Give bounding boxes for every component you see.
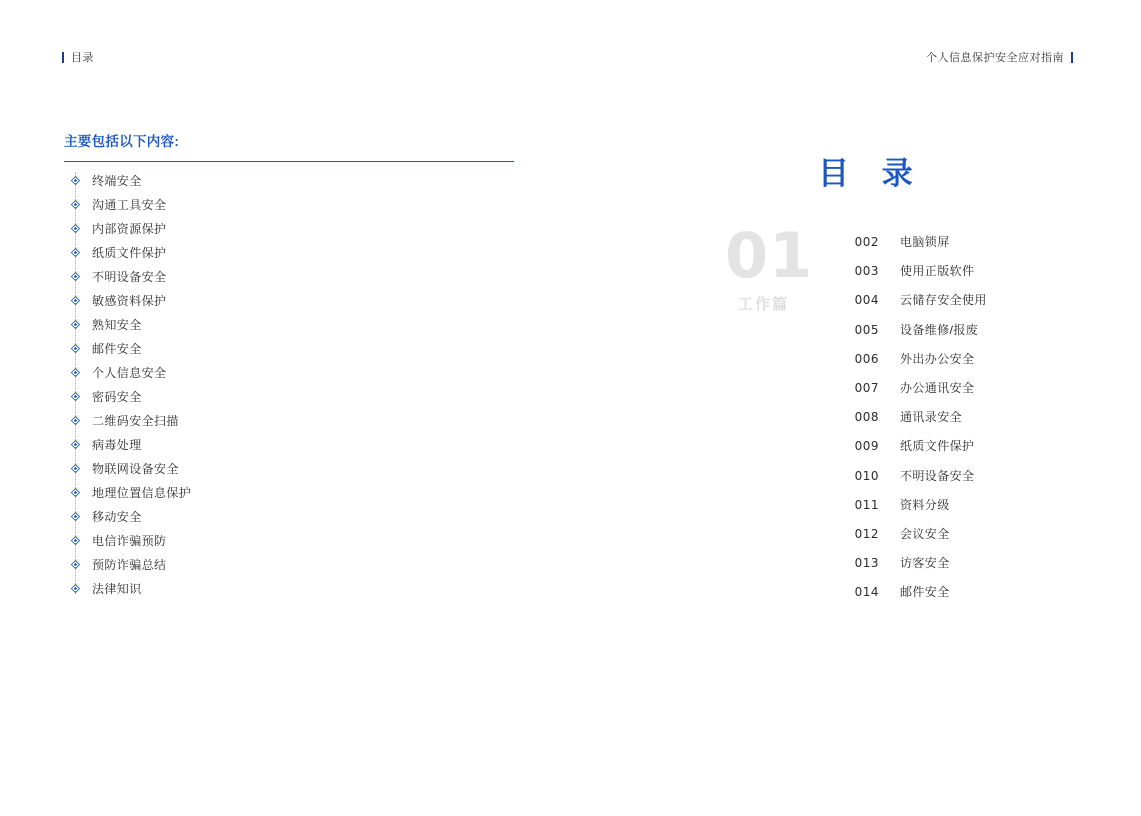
topic-item (64, 240, 524, 264)
topic-item (64, 576, 524, 600)
topic-label: 密码安全 (92, 389, 142, 404)
toc-entry-title: 纸质文件保护 (900, 439, 975, 454)
toc-entry-title: 会议安全 (900, 526, 950, 541)
diamond-target-icon (64, 224, 86, 233)
toc-entry-title: 电脑锁屏 (900, 235, 950, 249)
toc-entry-number: 006 (854, 351, 879, 366)
diamond-target-icon (64, 176, 86, 185)
toc-entry-title: 设备维修/报废 (900, 322, 979, 337)
diamond-target-icon (64, 344, 86, 353)
topic-label: 不明设备安全 (92, 269, 167, 284)
toc-entry-title: 办公通讯安全 (900, 380, 975, 395)
toc-entry-number: 013 (854, 556, 879, 571)
toc-entry[interactable] (835, 437, 1095, 466)
toc-entry-number: 003 (854, 264, 879, 279)
topic-item (64, 264, 524, 288)
topics-divider (64, 161, 514, 162)
toc-entry[interactable] (835, 467, 1095, 496)
topic-item (64, 528, 524, 552)
topic-item (64, 192, 524, 216)
topic-label: 二维码安全扫描 (92, 413, 179, 428)
section-number: 01 (725, 219, 814, 292)
topic-label: 熟知安全 (92, 317, 142, 332)
diamond-target-icon (64, 488, 86, 497)
toc-entry-title: 不明设备安全 (900, 468, 975, 483)
topic-item (64, 480, 524, 504)
topic-item (64, 384, 524, 408)
header-right-label: 个人信息保护安全应对指南 (926, 52, 1064, 64)
toc-entry-number: 009 (854, 439, 879, 454)
topic-label: 物联网设备安全 (92, 461, 179, 476)
topics-list (64, 168, 524, 600)
diamond-target-icon (64, 392, 86, 401)
toc-entry-title: 资料分级 (900, 497, 950, 512)
topic-label: 预防诈骗总结 (92, 557, 167, 572)
toc-entry-number: 004 (854, 293, 879, 308)
topic-item (64, 432, 524, 456)
topic-item (64, 312, 524, 336)
topic-label: 敏感资料保护 (92, 293, 167, 308)
section-label: 工作篇 (738, 296, 790, 313)
topic-label: 法律知识 (92, 581, 142, 596)
topic-item (64, 216, 524, 240)
diamond-target-icon (64, 416, 86, 425)
toc-entry[interactable] (835, 379, 1095, 408)
header-right-bar-icon (1071, 52, 1073, 63)
topic-label: 地理位置信息保护 (92, 485, 192, 500)
toc-entry-title: 通讯录安全 (900, 410, 963, 425)
toc-entry-number: 010 (854, 468, 879, 483)
topics-panel-title: 主要包括以下内容: (64, 134, 180, 149)
header-left-bar-icon (62, 52, 64, 63)
toc-entry-number: 005 (854, 322, 879, 337)
topic-item (64, 552, 524, 576)
topic-item (64, 360, 524, 384)
topic-label: 邮件安全 (92, 341, 142, 356)
topic-item (64, 504, 524, 528)
toc-entry-title: 邮件安全 (900, 585, 950, 600)
toc-heading: 目 录 (818, 156, 925, 191)
toc-entry-title: 使用正版软件 (900, 264, 975, 279)
toc-entry[interactable] (835, 233, 1095, 262)
diamond-target-icon (64, 512, 86, 521)
toc-entry-number: 012 (854, 526, 879, 541)
toc-entry-number: 008 (854, 410, 879, 425)
header-left (62, 49, 94, 65)
diamond-target-icon (64, 296, 86, 305)
topic-label: 终端安全 (92, 173, 142, 188)
header-right (926, 49, 1073, 65)
toc-entry-number: 014 (854, 585, 879, 600)
diamond-target-icon (64, 536, 86, 545)
diamond-target-icon (64, 440, 86, 449)
topic-item (64, 168, 524, 192)
topic-label: 个人信息安全 (92, 365, 167, 380)
toc-entry-title: 云储存安全使用 (900, 293, 987, 308)
topic-item (64, 408, 524, 432)
toc-entry[interactable] (835, 408, 1095, 437)
topic-item (64, 456, 524, 480)
toc-entry[interactable] (835, 291, 1095, 320)
diamond-target-icon (64, 560, 86, 569)
toc-entry[interactable] (835, 583, 1095, 612)
topic-label: 电信诈骗预防 (92, 533, 167, 548)
topic-label: 纸质文件保护 (92, 245, 167, 260)
toc-entry[interactable] (835, 350, 1095, 379)
diamond-target-icon (64, 320, 86, 329)
toc-entry[interactable] (835, 496, 1095, 525)
header-left-label: 目录 (71, 52, 94, 64)
diamond-target-icon (64, 248, 86, 257)
diamond-target-icon (64, 272, 86, 281)
topic-item (64, 336, 524, 360)
topic-label: 沟通工具安全 (92, 197, 167, 212)
topic-label: 病毒处理 (92, 437, 142, 452)
toc-entry-title: 访客安全 (900, 556, 950, 571)
toc-entry[interactable] (835, 525, 1095, 554)
toc-entry-number: 011 (854, 497, 879, 512)
diamond-target-icon (64, 584, 86, 593)
toc-entry[interactable] (835, 262, 1095, 291)
toc-entry[interactable] (835, 321, 1095, 350)
toc-entry-number: 007 (854, 380, 879, 395)
topic-label: 内部资源保护 (92, 221, 167, 236)
toc-entry-title: 外出办公安全 (900, 351, 975, 366)
diamond-target-icon (64, 464, 86, 473)
toc-entry[interactable] (835, 554, 1095, 583)
diamond-target-icon (64, 368, 86, 377)
diamond-target-icon (64, 200, 86, 209)
toc-entry-number: 002 (854, 235, 879, 249)
toc-list (835, 233, 1095, 612)
topic-label: 移动安全 (92, 509, 142, 524)
topics-panel (64, 130, 524, 600)
topic-item (64, 288, 524, 312)
